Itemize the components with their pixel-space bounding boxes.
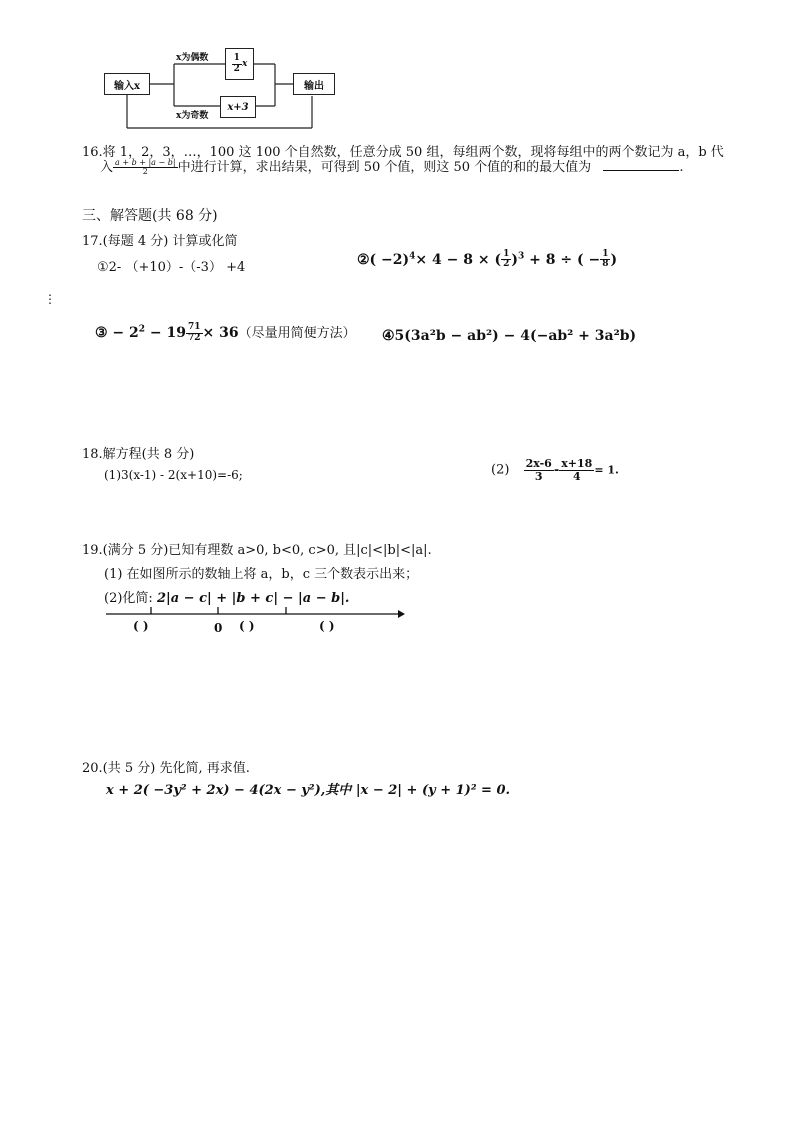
q20-title: 20.(共 5 分) 先化简, 再求值.: [82, 761, 250, 776]
margin-mark: ⋮: [44, 292, 56, 306]
q17-p2-fden: 2: [503, 259, 510, 270]
q17-p2-fnum2: 1: [602, 249, 609, 259]
q17-part2: [357, 250, 617, 270]
q18-part1: (1)3(x-1) - 2(x+10)=-6;: [104, 468, 243, 482]
q17-p2-close: ): [511, 251, 518, 268]
q18-p2-end: = 1.: [594, 463, 619, 477]
q16-line1: 16.将 1，2，3，…，100 这 100 个自然数，任意分成 50 组，每组两个数，现将每组中的两个数记为 a，b 代: [82, 145, 724, 160]
q18-p2-f1num: 2x-6: [525, 457, 552, 470]
q19-title: 19.(满分 5 分)已知有理数 a>0, b<0, c>0, 且|c|<|b|<|a|.: [82, 543, 432, 558]
q17-p3-pre: ③ − 2: [95, 325, 139, 341]
q17-p3-note: （尽量用简便方法）: [238, 326, 356, 341]
q18-p2-f2den: 4: [572, 469, 581, 483]
q16-line2-text: 中进行计算，求出结果，可得到 50 个值，则这 50 个值的和的最大值为: [177, 160, 592, 175]
q18-title: 18.解方程(共 8 分): [82, 447, 195, 462]
output-box: 输出: [293, 73, 335, 95]
q16-end: .: [679, 160, 684, 175]
number-line: [0, 602, 793, 642]
q17-p2-pre: ②( −2): [357, 251, 410, 268]
flowchart: [0, 0, 793, 140]
q16-line2: [100, 156, 683, 176]
even-formula-box: [225, 48, 254, 80]
even-formula-num: 1: [233, 53, 240, 64]
number-line-arrow: [398, 610, 405, 618]
q16-answer-blank: [603, 158, 679, 171]
q18-part2: [491, 458, 619, 482]
input-box: 输入x: [104, 73, 150, 95]
q18-p2-minus: -: [553, 462, 560, 478]
q18-p2-f1den: 3: [534, 469, 543, 483]
q17-p3-fden: 72: [188, 332, 201, 343]
odd-label: x为奇数: [176, 111, 209, 121]
q17-p2-end2: ): [610, 251, 618, 268]
q17-part3: [95, 322, 356, 343]
q19-p2-label: (2)化简:: [104, 591, 157, 606]
q17-p2-fden2: 8: [602, 259, 609, 270]
q17-p2-end: + 8 ÷ ( −: [529, 251, 601, 268]
q18-p2-f2num: x+18: [561, 457, 593, 470]
q17-p2-exp2: 3: [517, 251, 525, 262]
q16-frac-num: a + b + |a − b|: [115, 157, 176, 167]
q16-frac-den: 2: [142, 167, 148, 176]
q17-p2-fnum: 1: [503, 249, 510, 259]
q16-prefix: 入: [100, 160, 114, 175]
flowchart-lines: [0, 0, 793, 140]
q20-expression: x + 2( −3y² + 2x) − 4(2x − y²),其中 |x − 2| + (y + 1)² = 0.: [106, 783, 511, 798]
q17-p3-end: × 36: [202, 325, 239, 341]
q17-p2-mid: × 4 − 8 × (: [415, 251, 502, 268]
q17-part1: ①2- （+10）-（-3） +4: [97, 260, 246, 275]
even-formula-den: 2: [233, 63, 240, 74]
q17-title: 17.(每题 4 分) 计算或化简: [82, 234, 238, 249]
q18-p2-label: (2): [491, 462, 510, 478]
q19-part1: (1) 在如图所示的数轴上将 a，b，c 三个数表示出来；: [104, 567, 419, 582]
even-label: x为偶数: [176, 53, 209, 63]
q17-part4: ④5(3a²b − ab²) − 4(−ab² + 3a²b): [382, 328, 637, 344]
odd-formula-box: x+3: [220, 96, 256, 118]
q17-p3-mid: − 19: [145, 325, 187, 341]
paren-3: ( ): [319, 619, 335, 633]
q17-p2-exp: 4: [409, 251, 416, 262]
paren-1: ( ): [133, 619, 149, 633]
q17-p3-exp: 2: [138, 324, 146, 335]
paren-2: ( ): [239, 619, 255, 633]
zero-label: 0: [214, 621, 223, 635]
q19-p2-expr: 2|a − c| + |b + c| − |a − b|.: [156, 591, 350, 606]
section-title: 三、解答题(共 68 分): [82, 208, 218, 224]
even-formula-var: x: [241, 59, 248, 69]
q17-p3-fnum: 71: [188, 322, 201, 333]
